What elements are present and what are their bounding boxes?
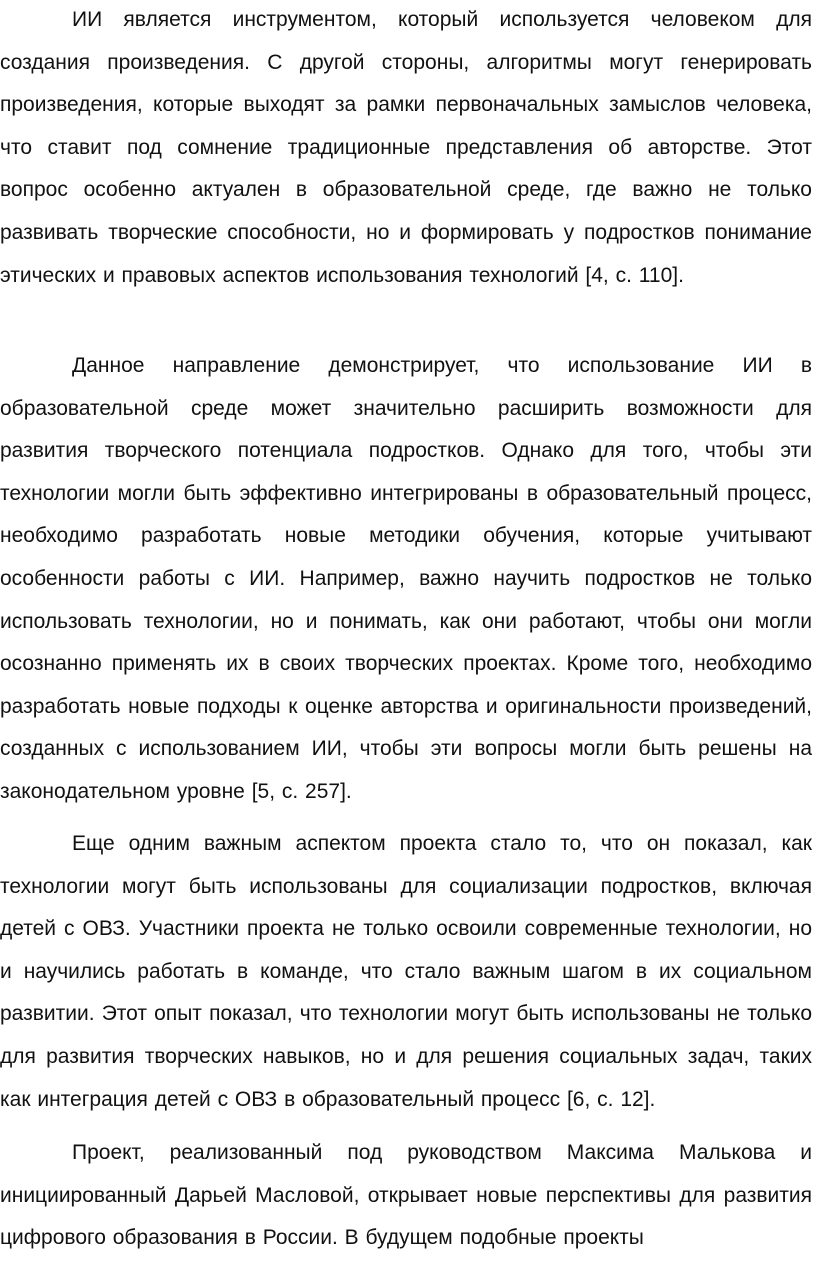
paragraph-3: Еще одним важным аспектом проекта стало то, что он показал, как технологии могут быть использованы для социализации подростков, включая детей с ОВЗ. Участники проекта не только освоили современные технологии, но и научились работать в команде, что стало важным шагом в их социальном развитии. Этот опыт показал, что технологии могут быть использованы не только для развития творческих навыков, но и для решения социальных задач, таких как интеграция детей с ОВЗ в образовательный процесс [6, с. 12]. bbox=[0, 832, 812, 1111]
paragraph-2: Данное направление демонстрирует, что использование ИИ в образовательной среде может значительно расширить возможности для развития творческого потенциала подростков. Однако для того, чтобы эти технологии могли быть эффективно интегрированы в образовательный процесс, необходимо разработать новые методики обучения, которые учитывают особенности работы с ИИ. Например, важно научить подростков не только использовать технологии, но и понимать, как они работают, чтобы они могли осознанно применять их в своих творческих проектах. Кроме того, необходимо разработать новые подходы к оценке авторства и оригинальности произведений, созданных с использованием ИИ, чтобы эти вопросы могли быть решены на законодательном уровне [5, с. 257]. bbox=[0, 354, 812, 803]
paragraph-4: Проект, реализованный под руководством Максима Малькова и инициированный Дарьей Масловой, открывает новые перспективы для развития цифрового образования в России. В будущем подобные проекты bbox=[0, 1141, 812, 1250]
paragraph-1: ИИ является инструментом, который используется человеком для создания произведения. С другой стороны, алгоритмы могут генерировать произведения, которые выходят за рамки первоначальных замыслов человека, что ставит под сомнение традиционные представления об авторстве. Этот вопрос особенно актуален в образовательной среде, где важно не только развивать творческие способности, но и формировать у подростков понимание этических и правовых аспектов использования технологий [4, с. 110]. bbox=[0, 8, 812, 287]
